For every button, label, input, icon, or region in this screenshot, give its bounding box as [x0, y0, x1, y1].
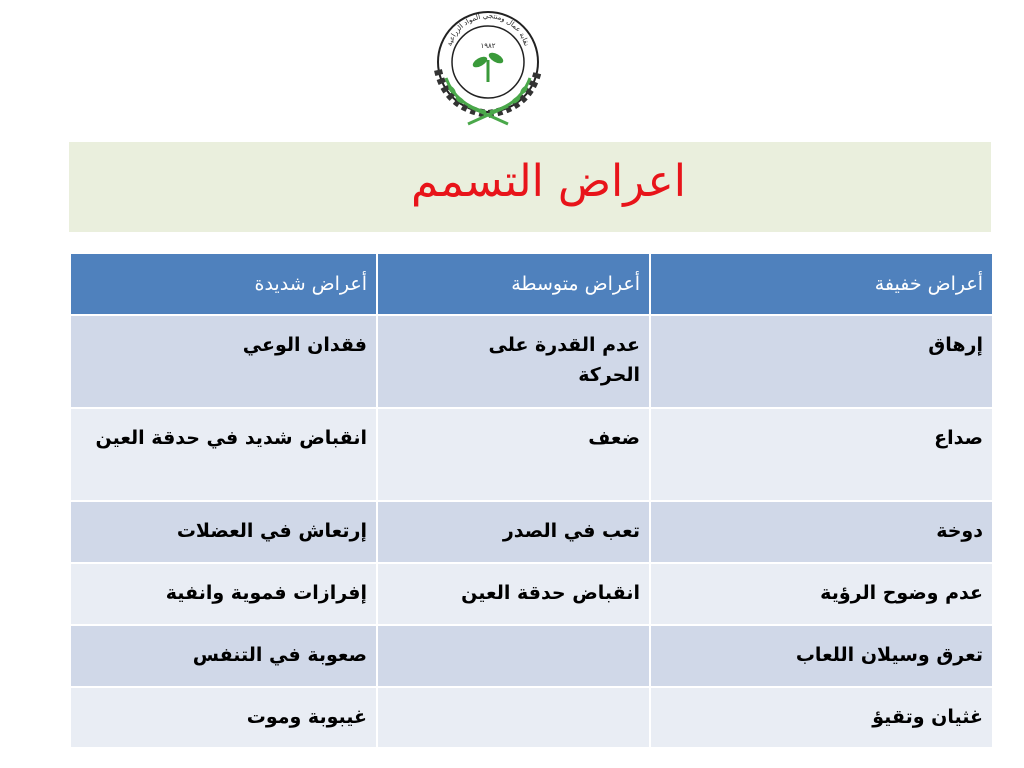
- cell-severe: فقدان الوعي: [70, 315, 377, 408]
- cell-moderate: [377, 625, 650, 687]
- table-row: [70, 625, 992, 687]
- cell-mild: دوخة: [650, 501, 992, 563]
- cell-moderate: ضعف: [377, 408, 650, 501]
- cell-mild: عدم وضوح الرؤية: [650, 563, 992, 625]
- cell-mild: غثيان وتقيؤ: [650, 687, 992, 747]
- table-row: [70, 501, 992, 563]
- header-severe: أعراض شديدة: [70, 254, 377, 315]
- logo-text: نقابة عمال ومنتجي المواد الزراعية: [445, 11, 531, 48]
- title-bar: [69, 142, 991, 232]
- cell-mild: إرهاق: [650, 315, 992, 408]
- cell-severe: صعوبة في التنفس: [70, 625, 377, 687]
- cell-severe: انقباض شديد في حدقة العين: [70, 408, 377, 501]
- union-logo: [416, 0, 561, 140]
- table-row: [70, 563, 992, 625]
- logo-year: ١٩٨٢: [480, 42, 496, 50]
- header-mild: أعراض خفيفة: [650, 254, 992, 315]
- cell-moderate: عدم القدرة على الحركة: [377, 315, 650, 408]
- table-row: [70, 315, 992, 408]
- table-row: [70, 687, 992, 747]
- table-row: [70, 408, 992, 501]
- cell-moderate: تعب في الصدر: [377, 501, 650, 563]
- logo-emblem-icon: [416, 0, 561, 140]
- header-moderate: أعراض متوسطة: [377, 254, 650, 315]
- cell-moderate: انقباض حدقة العين: [377, 563, 650, 625]
- cell-severe: إفرازات فموية وانفية: [70, 563, 377, 625]
- table-header-row: [70, 254, 992, 315]
- symptoms-table: [69, 254, 992, 747]
- page-title: اعراض التسمم: [410, 156, 686, 207]
- cell-severe: إرتعاش في العضلات: [70, 501, 377, 563]
- cell-severe: غيبوبة وموت: [70, 687, 377, 747]
- cell-mild: تعرق وسيلان اللعاب: [650, 625, 992, 687]
- cell-moderate: [377, 687, 650, 747]
- cell-mild: صداع: [650, 408, 992, 501]
